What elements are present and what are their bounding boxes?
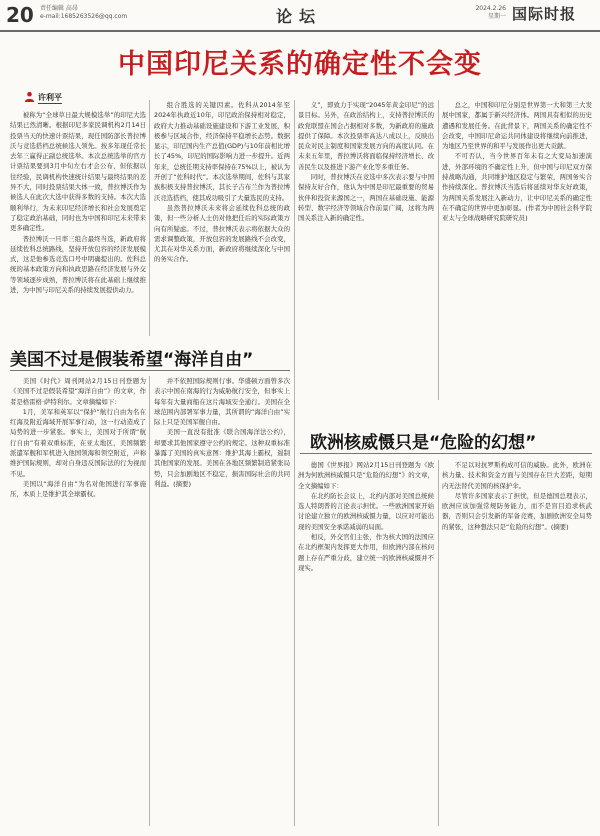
- paragraph: 德国《世界报》网站2月15日刊登题为《欧洲为何欧洲核威慑只是“危险的幻想”》的文章，全文摘编如下：: [298, 461, 434, 490]
- section-name: 论坛: [276, 7, 323, 26]
- editor-info: [40, 5, 127, 21]
- author-person-icon: [24, 91, 35, 102]
- column-divider: [149, 100, 150, 336]
- right-headline-rule: [300, 453, 592, 454]
- paragraph: 1月，美军和英军以“保护”航行自由为名在红海及附近海域开展军事行动，这一行动造成了局势的进一步紧张。事实上，美国对于所谓“航行自由”有着双重标准，在亚太地区，美国频繁派遣军舰和军机进入他国领海和领空附近，声称维护国际规则，却对自身违反国际法的行为视而不见。: [10, 407, 146, 478]
- email-line: e-mail:1685263526@qq.com: [40, 13, 128, 20]
- paragraph: 不足以对抗罗斯构成可信的威胁。此外，欧洲在核力量、技术和资金方面与美国存在巨大差距，短期内无法替代美国的核保护伞。: [442, 461, 592, 490]
- paragraph: 义”，即致力于实现“2045年黄金印尼”的远景目标。另外，在政治结构上，支持普拉博沃的政党联盟在国会占据相对多数，为新政府的施政提供了保障。本次投票率高达八成以上，反映出民众对民主制度和国家发展方向的高度认同。在未来五年里，普拉博沃将面临保持经济增长、改善民生以及推进下游产业化等多重任务。: [298, 101, 434, 171]
- paragraph: 组合胜选的关键因素。佐科从2014年至2024年执政近10年，印尼政治保持相对稳定，政府大力推动基础设施建设和下游工业发展，积极参与区域合作，经济保持平稳增长态势。数据显示，印尼国内生产总值(GDP)与10年前相比增长了45%，印尼的国际影响力进一步提升。近两年来，总统任期支持率保持在75%以上，被认为开创了“佐科时代”。本次选举期间，佐科与其家族积极支持普拉博沃，其长子吉布兰作为普拉博沃竞选搭档，使其成功吸引了大量选民的支持。: [154, 101, 290, 202]
- page-header: [0, 0, 600, 32]
- right-article-column-2: [442, 460, 592, 826]
- author-byline: 许利平: [38, 93, 62, 102]
- paragraph: 美国一直没有批准《联合国海洋法公约》，却要求其他国家遵守公约的规定。这种双重标准暴露了美国的真实意图：维护其海上霸权，遏制其他国家的发展。美国在各地区频繁制造紧张局势，只会加剧地区不稳定，损害国际社会的共同利益。(摘要): [154, 428, 290, 488]
- newspaper-logo: 国际时报: [512, 5, 577, 23]
- main-article-column-3: [298, 100, 434, 400]
- page-number: 20: [6, 3, 34, 27]
- main-article-column-2: [154, 100, 290, 338]
- column-divider: [438, 460, 439, 826]
- issue-date-block: [474, 5, 506, 21]
- paragraph: 普拉博沃一旦率三组合最终当选，新政府将延续佐科总统路线，坚持开放包容的经济发展模式，这是他参选竞选口号中明确提出的。佐科总统的基本政策方向和执政思路在经济发展与外交等领域逐步成熟，普拉博沃将在此基础上继续推进，为中国与印尼关系的持续发展提供动力。: [10, 234, 146, 295]
- left-article-headline: 美国不过是假装希望“海洋自由”: [10, 350, 254, 370]
- paragraph: 被称为“全球草日最大规模选举”的印尼大选结果已然清晰。根据印尼多家民调机构2月14日投票当天的快速计票结果，现任国防部长普拉博沃与竞选搭档总统候选人领先。按多年现任常长去年三赢得正副总统选举。本次总统选举的官方计票结果要到3月中旬左右才会公布，但依据以往经验，民调机构快速统计结果与最终结果的差异不大，同时投票结果大体一致，普拉博沃作为候选人在此次大选中获得多数的支持。本次大选顺利举行，为未来印尼经济增长和社会发展奠定了稳定政治基础，同时也为中国和印尼未来带来更多确定性。: [10, 111, 146, 233]
- main-headline: 中国印尼关系的确定性不会变: [118, 49, 482, 80]
- paragraph: 总之，中国和印尼分别是世界第一大和第三大发展中国家，都属于新兴经济体。两国具有相似的历史遭遇和发展任务。在此背景下，两国关系的确定性不会改变，中国印尼命运共同体建设将继续向前推进，为地区乃至世界的和平与发展作出更大贡献。: [442, 101, 592, 151]
- paragraph: 美国以“海洋自由”为名对他国进行军事施压，本质上是维护其全球霸权。: [10, 479, 146, 499]
- right-article-headline: 欧洲核威慑只是“危险的幻想”: [310, 433, 537, 453]
- column-divider: [294, 100, 295, 826]
- right-article-column-1: [298, 460, 434, 826]
- main-article-column-4: [442, 100, 592, 400]
- paragraph: 不可否认，当今世界百年未有之大变局加速演进，外部环境的不确定性上升，但中国与印尼双方保持战略沟通，共同维护地区稳定与繁荣，两国务实合作持续深化。普拉博沃当选后将延续对华友好政策，为两国关系发展注入新动力，让中印尼关系的确定性在不确定的世界中更加彰显。(作者为中国社会科学院亚太与全球战略研究院研究员): [442, 152, 592, 223]
- left-article-column-2: [154, 376, 290, 826]
- weekday: 星期一: [487, 13, 506, 20]
- main-article-column-1: [10, 110, 146, 338]
- paragraph: 尽管许多国家表示了担忧，但是德国总理表示，欧洲应该加强常规防务能力，而不是盲目追求核武器，否则只会引发新的军备竞赛，加剧欧洲安全局势的紧张，这种想法只是“危险的幻想”。(摘要): [442, 491, 592, 531]
- column-divider: [438, 100, 439, 400]
- paragraph: 美国《时代》周刊网站2月15日刊登题为《美国不过是假装希望“海洋自由”》的文章，作者是格雷格·萨特利尔。文章摘编如下：: [10, 377, 146, 406]
- paragraph: 同时，普拉博沃在竞选中多次表示要与中国保持友好合作，他认为中国是印尼最重要的贸易伙伴和投资来源国之一，两国在基础设施、能源转型、数字经济等领域合作前景广阔，这将为两国关系注入新的确定性。: [298, 173, 434, 223]
- paragraph: 在北约防长会议上，北约内部对美国总统候选人特朗普的言论表示担忧。一些欧洲国家开始讨论建立独立的欧洲核威慑力量，以应对可能出现的美国安全承诺减弱的局面。: [298, 491, 434, 531]
- left-headline-rule: [10, 370, 290, 371]
- editor-line: 责任编辑 高昂: [40, 5, 78, 12]
- issue-date: 2024.2.26: [475, 5, 506, 12]
- paragraph: 并不依照国际规则行事。华盛顿方面曾多次表示中国在南海的行为威胁航行安全，但事实上每年有大量商船在这片海域安全通行。美国在全球范围内部署军事力量，其所谓的“海洋自由”实际上只是美国军舰自由。: [154, 377, 290, 427]
- column-divider: [149, 376, 150, 826]
- paragraph: 虽然普拉博沃未来将会延续佐科总统的政策，但一些分析人士仍对他把任后的实际政策方向有所疑虑。不过，普拉博沃表示将依据大众的需求调整政策，开放包容的发展路线不会改变，尤其在对华关系方面，新政府将继续深化与中国的务实合作。: [154, 203, 290, 264]
- left-article-column-1: [10, 376, 146, 826]
- paragraph: 相反，外交官们主张，作为核大国的法国应在北约框架内发挥更大作用，但欧洲内部在核问题上存在严重分歧，建立统一的欧洲核威慑并不现实。: [298, 533, 434, 572]
